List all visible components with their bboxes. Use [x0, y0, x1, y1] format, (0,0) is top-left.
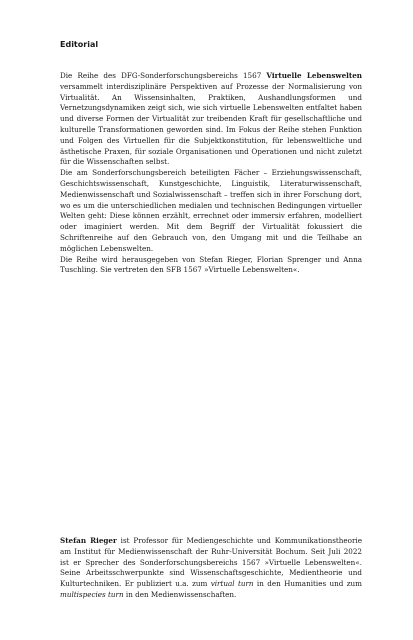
editorial-paragraph-2: Die am Sonderforschungsbereich beteiligten Fächer – Erziehungswissenschaft, Geschichtswissenschaft, Kunstgeschichte, Linguistik, Literaturwissenschaft, Medienwissenschaft und Sozialwissenschaft – treffen sich in ihrer Forschung dort, wo es um die unterschiedlichen medialen und technischen Bedingungen virtueller Welten geht: Diese können erzählt, errechnet oder immersiv erfahren, modelliert oder imaginiert werden. Mit dem Begriff der Virtualität fokussiert die Schriftenreihe auf den Gebrauch von, den Umgang mit und die Teilhabe an möglichen Lebenswelten.: [60, 168, 362, 253]
author-bio-text-2: in den Humanities und zum: [253, 579, 362, 589]
term-virtual-turn: virtual turn: [210, 579, 254, 589]
paragraph-1-text-before: Die Reihe des DFG-Sonderforschungsbereichs 1567: [60, 71, 267, 80]
author-bio-text-3: in den Medienwissenschaften.: [123, 589, 237, 599]
paragraph-1-text-after: versammelt interdisziplinäre Perspektiven auf Prozesse der Normalisierung von Virtualität. An Wissensinhalten, Praktiken, Aushandlungsformen und Vernetzungsdynamiken zeigt sich, wie sich virtuelle Lebenswelten entfaltet haben und diverse Formen der Virtualität zur treibenden Kraft für gesellschaftliche und kulturelle Transformationen geworden sind. Im Fokus der Reihe stehen Funktion und Folgen des Virtuellen für die Subjektkonstitution, für lebensweltliche und ästhetische Praxen, für soziale Organisationen und Operationen und nicht zuletzt für die Wissenschaften selbst.: [60, 81, 362, 167]
series-title: Virtuelle Lebenswelten: [266, 71, 362, 80]
author-bio-text-1: ist Professor für Mediengeschichte und Kommunikationstheorie am Institut für Medienwissenschaft der Ruhr-Universität Bochum. Seit Juli 2022 ist er Sprecher des Sonderforschungsbereichs 1567 »Virtuelle Lebenswelten«. Seine Arbeitsschwerpunkte sind Wissenschaftsgeschichte, Medientheorie und Kulturtechniken. Er publiziert u.a. zum: [60, 536, 362, 589]
author-name: Stefan Rieger: [60, 536, 117, 545]
editorial-paragraph-1: [60, 71, 362, 168]
author-bio: [60, 536, 362, 601]
editorial-text: [60, 71, 362, 276]
author-bio-paragraph: [60, 536, 362, 601]
term-multispecies-turn: multispecies turn: [60, 589, 124, 599]
editorial-paragraph-3: Die Reihe wird herausgegeben von Stefan Rieger, Florian Sprenger und Anna Tuschling. Sie vertreten den SFB 1567 »Virtuelle Lebenswelten«.: [60, 254, 362, 275]
editorial-heading: Editorial: [60, 40, 99, 49]
